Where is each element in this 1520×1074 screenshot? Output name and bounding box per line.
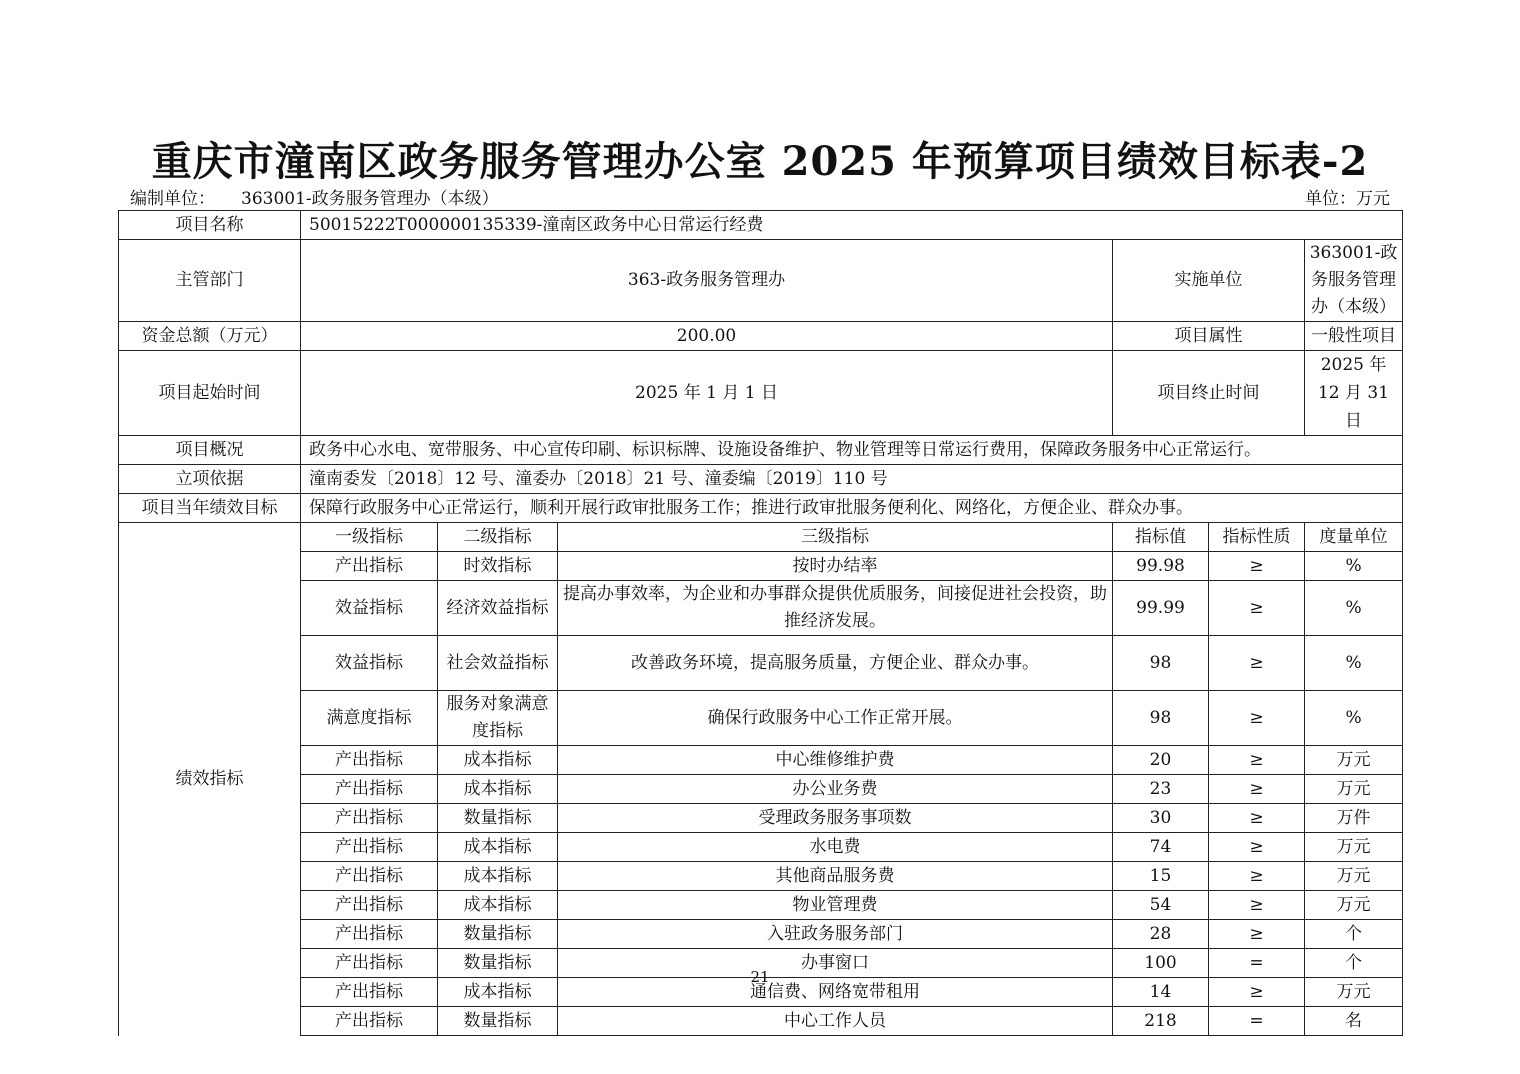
header-nature: 指标性质 — [1209, 523, 1305, 552]
overview-label: 项目概况 — [119, 436, 301, 465]
indicator-row — [119, 920, 1403, 949]
header-value: 指标值 — [1113, 523, 1209, 552]
goal-value: 保障行政服务中心正常运行，顺利开展行政审批服务工作；推进行政审批服务便利化、网络化，方便企业、群众办事。 — [301, 494, 1403, 523]
indicator-level2: 成本指标 — [438, 978, 558, 1007]
basis-row — [119, 465, 1403, 494]
funds-value: 200.00 — [301, 322, 1113, 351]
indicator-level3: 确保行政服务中心工作正常开展。 — [558, 691, 1113, 746]
indicator-nature: ≥ — [1209, 891, 1305, 920]
indicator-value: 99.98 — [1113, 552, 1209, 581]
indicator-unit: 万件 — [1305, 804, 1403, 833]
funds-label: 资金总额（万元） — [119, 322, 301, 351]
indicator-level2: 成本指标 — [438, 746, 558, 775]
indicator-row — [119, 636, 1403, 691]
indicator-value: 28 — [1113, 920, 1209, 949]
indicator-nature: ≥ — [1209, 691, 1305, 746]
indicator-level3: 受理政务服务事项数 — [558, 804, 1113, 833]
impl-value: 363001-政务服务管理办（本级） — [1305, 240, 1403, 322]
indicator-level3: 水电费 — [558, 833, 1113, 862]
indicator-unit: 万元 — [1305, 775, 1403, 804]
indicator-level1: 产出指标 — [301, 746, 438, 775]
indicator-value: 15 — [1113, 862, 1209, 891]
indicator-level1: 产出指标 — [301, 978, 438, 1007]
indicator-level1: 产出指标 — [301, 891, 438, 920]
indicator-level3: 通信费、网络宽带租用 — [558, 978, 1113, 1007]
department-row — [119, 240, 1403, 322]
indicator-row — [119, 691, 1403, 746]
indicator-level3: 其他商品服务费 — [558, 862, 1113, 891]
indicator-row — [119, 833, 1403, 862]
performance-table — [118, 210, 1403, 1036]
funds-row — [119, 322, 1403, 351]
indicator-nature: ≥ — [1209, 746, 1305, 775]
indicator-level1: 效益指标 — [301, 636, 438, 691]
dept-label: 主管部门 — [119, 240, 301, 322]
indicator-level2: 成本指标 — [438, 833, 558, 862]
indicator-level3: 办事窗口 — [558, 949, 1113, 978]
indicator-unit: 名 — [1305, 1007, 1403, 1036]
indicator-unit: 个 — [1305, 920, 1403, 949]
attr-value: 一般性项目 — [1305, 322, 1403, 351]
indicator-section-label: 绩效指标 — [119, 523, 301, 1036]
indicator-level2: 经济效益指标 — [438, 581, 558, 636]
indicator-nature: ≥ — [1209, 636, 1305, 691]
indicator-level3: 办公业务费 — [558, 775, 1113, 804]
header-unit: 度量单位 — [1305, 523, 1403, 552]
indicator-level3: 改善政务环境，提高服务质量，方便企业、群众办事。 — [558, 636, 1113, 691]
indicator-nature: ≥ — [1209, 833, 1305, 862]
indicator-row — [119, 862, 1403, 891]
indicator-level3: 提高办事效率，为企业和办事群众提供优质服务，间接促进社会投资，助推经济发展。 — [558, 581, 1113, 636]
indicator-value: 98 — [1113, 691, 1209, 746]
indicator-level2: 数量指标 — [438, 949, 558, 978]
indicator-value: 20 — [1113, 746, 1209, 775]
indicator-nature: ≥ — [1209, 920, 1305, 949]
indicator-row — [119, 581, 1403, 636]
indicator-row — [119, 775, 1403, 804]
end-value: 2025 年 12 月 31 日 — [1305, 351, 1403, 436]
indicator-row — [119, 804, 1403, 833]
indicator-level2: 服务对象满意度指标 — [438, 691, 558, 746]
page-title: 重庆市潼南区政务服务管理办公室 2025 年预算项目绩效目标表-2 — [151, 138, 1369, 185]
indicator-level1: 产出指标 — [301, 862, 438, 891]
start-value: 2025 年 1 月 1 日 — [301, 351, 1113, 436]
indicator-unit: % — [1305, 581, 1403, 636]
dept-value: 363-政务服务管理办 — [301, 240, 1113, 322]
indicator-unit: 万元 — [1305, 746, 1403, 775]
header-level2: 二级指标 — [438, 523, 558, 552]
indicator-nature: ≥ — [1209, 552, 1305, 581]
project-name-label: 项目名称 — [119, 211, 301, 240]
indicator-nature: ≥ — [1209, 978, 1305, 1007]
indicator-level2: 成本指标 — [438, 862, 558, 891]
goal-row — [119, 494, 1403, 523]
indicator-unit: % — [1305, 552, 1403, 581]
indicator-level2: 社会效益指标 — [438, 636, 558, 691]
indicator-value: 54 — [1113, 891, 1209, 920]
indicator-row — [119, 552, 1403, 581]
indicator-value: 99.99 — [1113, 581, 1209, 636]
indicator-value: 98 — [1113, 636, 1209, 691]
indicator-level3: 中心工作人员 — [558, 1007, 1113, 1036]
indicator-level1: 产出指标 — [301, 949, 438, 978]
indicator-value: 30 — [1113, 804, 1209, 833]
indicator-level2: 数量指标 — [438, 1007, 558, 1036]
indicator-row — [119, 746, 1403, 775]
basis-value: 潼南委发〔2018〕12 号、潼委办〔2018〕21 号、潼委编〔2019〕110 号 — [301, 465, 1403, 494]
indicator-level3: 入驻政务服务部门 — [558, 920, 1113, 949]
indicator-level2: 数量指标 — [438, 804, 558, 833]
indicator-nature: ≥ — [1209, 862, 1305, 891]
indicator-nature: = — [1209, 1007, 1305, 1036]
indicator-value: 74 — [1113, 833, 1209, 862]
indicator-unit: 万元 — [1305, 891, 1403, 920]
attr-label: 项目属性 — [1113, 322, 1305, 351]
indicator-row — [119, 891, 1403, 920]
project-name-row — [119, 211, 1403, 240]
indicator-unit: 个 — [1305, 949, 1403, 978]
indicator-nature: = — [1209, 949, 1305, 978]
goal-label: 项目当年绩效目标 — [119, 494, 301, 523]
header-level1: 一级指标 — [301, 523, 438, 552]
indicator-level1: 效益指标 — [301, 581, 438, 636]
indicator-level3: 中心维修维护费 — [558, 746, 1113, 775]
indicator-row — [119, 1007, 1403, 1036]
overview-row — [119, 436, 1403, 465]
indicator-nature: ≥ — [1209, 581, 1305, 636]
indicator-nature: ≥ — [1209, 775, 1305, 804]
header-level3: 三级指标 — [558, 523, 1113, 552]
page-number: 21 — [750, 968, 770, 986]
basis-label: 立项依据 — [119, 465, 301, 494]
indicator-level1: 满意度指标 — [301, 691, 438, 746]
overview-value: 政务中心水电、宽带服务、中心宣传印刷、标识标牌、设施设备维护、物业管理等日常运行费用，保障政务服务中心正常运行。 — [301, 436, 1403, 465]
project-name-value: 50015222T000000135339-潼南区政务中心日常运行经费 — [301, 211, 1403, 240]
indicator-level2: 成本指标 — [438, 891, 558, 920]
indicator-value: 100 — [1113, 949, 1209, 978]
start-label: 项目起始时间 — [119, 351, 301, 436]
impl-label: 实施单位 — [1113, 240, 1305, 322]
indicator-level1: 产出指标 — [301, 1007, 438, 1036]
indicator-level1: 产出指标 — [301, 804, 438, 833]
indicator-level2: 时效指标 — [438, 552, 558, 581]
indicator-level3: 按时办结率 — [558, 552, 1113, 581]
indicator-nature: ≥ — [1209, 804, 1305, 833]
compiling-unit-value: 363001-政务服务管理办（本级） — [241, 189, 499, 209]
indicator-level1: 产出指标 — [301, 775, 438, 804]
indicator-header-row — [119, 523, 1403, 552]
indicator-value: 23 — [1113, 775, 1209, 804]
currency-unit: 单位：万元 — [1305, 189, 1390, 209]
indicator-level1: 产出指标 — [301, 833, 438, 862]
time-row — [119, 351, 1403, 436]
indicator-unit: % — [1305, 691, 1403, 746]
indicator-unit: 万元 — [1305, 833, 1403, 862]
indicator-level1: 产出指标 — [301, 920, 438, 949]
indicator-unit: 万元 — [1305, 978, 1403, 1007]
compiling-unit — [130, 184, 499, 209]
indicator-unit: % — [1305, 636, 1403, 691]
end-label: 项目终止时间 — [1113, 351, 1305, 436]
indicator-value: 14 — [1113, 978, 1209, 1007]
indicator-value: 218 — [1113, 1007, 1209, 1036]
indicator-level2: 成本指标 — [438, 775, 558, 804]
indicator-unit: 万元 — [1305, 862, 1403, 891]
indicator-level3: 物业管理费 — [558, 891, 1113, 920]
compiling-unit-label: 编制单位： — [130, 189, 215, 209]
indicator-level2: 数量指标 — [438, 920, 558, 949]
indicator-level1: 产出指标 — [301, 552, 438, 581]
